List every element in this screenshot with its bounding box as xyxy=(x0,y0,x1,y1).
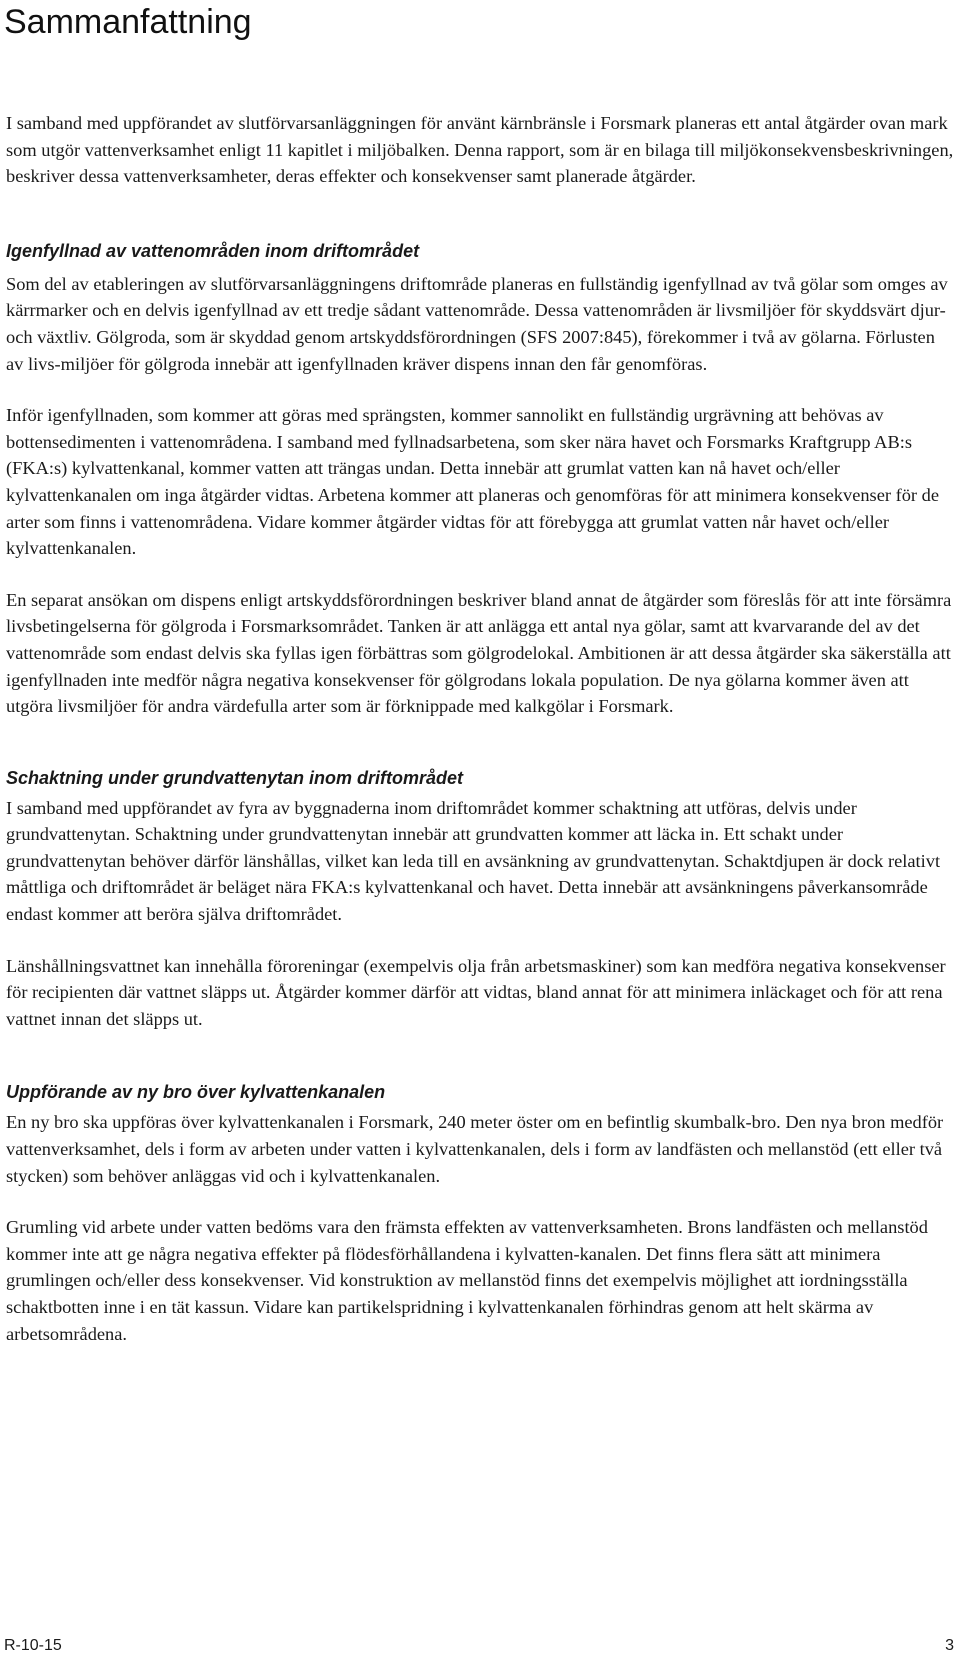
section-heading-igenfyllnad: Igenfyllnad av vattenområden inom driftområdet xyxy=(6,240,420,261)
section-2-paragraph-1: I samband med uppförandet av fyra av byggnaderna inom driftområdet kommer schaktning att utföras, delvis under grundvattenytan. Schaktning under grundvattenytan innebär att grundvatten kommer att läcka in. Ett schakt under grundvattenytan behöver därför länshållas, vilket kan leda till en avsänkning av grundvattenytan. Schaktdjupen är dock relativt måttliga och driftområdet är beläget nära FKA:s kylvattenkanal och havet. Detta innebär att avsänkningens påverkansområde endast kommer att beröra själva driftområdet. xyxy=(6,797,941,925)
page-number: 3 xyxy=(945,1637,954,1654)
section-3-paragraph-1: En ny bro ska uppföras över kylvattenkanalen i Forsmark, 240 meter öster om en befintlig skumbalk-bro. Den nya bron medför vattenverksamhet, dels i form av arbeten under vatten i kylvattenkanalen, dels i form av landfästen och mellanstöd (ett eller två stycken) som behöver anläggas vid och i kylvattenkanalen. xyxy=(6,1112,944,1186)
section-1-paragraph-2: Inför igenfyllnaden, som kommer att göras med sprängsten, kommer sannolikt en fullständig urgrävning att behövas av bottensedimenten i vattenområdena. I samband med fyllnadsarbetena, som sker nära havet och Forsmarks Kraftgrupp AB:s (FKA:s) kylvattenkanal, kommer vatten att trängas undan. Detta innebär att grumlat vatten kan nå havet och/eller kylvattenkanalen om inga åtgärder vidtas. Arbetena kommer att planeras och genomföras för att minimera konsekvenser för de arter som finns i vattenområdena. Vidare kommer åtgärder vidtas för att förebygga att grumlat vatten når havet och/eller kylvattenkanalen. xyxy=(6,405,939,559)
section-1-paragraph-3: En separat ansökan om dispens enligt artskyddsförordningen beskriver bland annat de åtgärder som föreslås för att inte försämra livsbetingelserna för gölgroda i Forsmarksområdet. Tanken är att anlägga ett antal nya gölar, samt att kvarvarande del av det vattenområde som endast delvis ska fyllas igen förbättras som gölgrodelokal. Ambitionen är att dessa åtgärder ska säkerställa att igenfyllnaden inte medför några negativa konsekvenser för gölgrodans lokala population. De nya gölarna kommer även att utgöra livsmiljöer för andra värdefulla arter som är förknippade med kalkgölar i Forsmark. xyxy=(6,589,952,717)
intro-paragraph: I samband med uppförandet av slutförvarsanläggningen för använt kärnbränsle i Forsmark planeras ett antal åtgärder ovan mark som utgör vattenverksamhet enligt 11 kapitlet i miljöbalken. Denna rapport, som är en bilaga till miljökonsekvensbeskrivningen, beskriver dessa vattenverksamheter, deras effekter och konsekvenser samt planerade åtgärder. xyxy=(6,113,954,187)
section-heading-schaktning: Schaktning under grundvattenytan inom driftområdet xyxy=(6,767,464,788)
section-heading-bro: Uppförande av ny bro över kylvattenkanalen xyxy=(6,1082,386,1103)
report-id: R-10-15 xyxy=(4,1637,62,1654)
page-title: Sammanfattning xyxy=(4,3,252,41)
section-1-paragraph-1: Som del av etableringen av slutförvarsanläggningens driftområde planeras en fullständig igenfyllnad av två gölar som omges av kärrmarker och en delvis igenfyllnad av ett tredje sådant vattenområde. Dessa vattenområden är livsmiljöer för skyddsvärt djur- och växtliv. Gölgroda, som är skyddad genom artskyddsförordningen (SFS 2007:845), förekommer i två av gölarna. Förlusten av livs-miljöer för gölgroda innebär att igenfyllnaden kräver dispens innan den får genomföras. xyxy=(6,273,948,374)
document-body xyxy=(6,110,954,1347)
section-3-paragraph-2: Grumling vid arbete under vatten bedöms vara den främsta effekten av vattenverksamheten. Brons landfästen och mellanstöd kommer inte att ge några negativa effekter på flödesförhållandena i kylvatten-kanalen. Det finns flera sätt att minimera grumlingen och/eller dess konsekvenser. Vid konstruktion av mellanstöd finns det exempelvis möjlighet att iordningsställa schaktbotten inne i en tät kassun. Vidare kan partikelspridning i kylvattenkanalen förhindras genom att helt skärma av arbetsområdena. xyxy=(6,1217,928,1344)
section-2-paragraph-2: Länshållningsvattnet kan innehålla föroreningar (exempelvis olja från arbetsmaskiner) som kan medföra negativa konsekvenser för recipienten där vattnet släpps ut. Åtgärder kommer därför att vidtas, bland annat för att minimera inläckaget och för att rena vattnet innan det släpps ut. xyxy=(6,955,946,1029)
